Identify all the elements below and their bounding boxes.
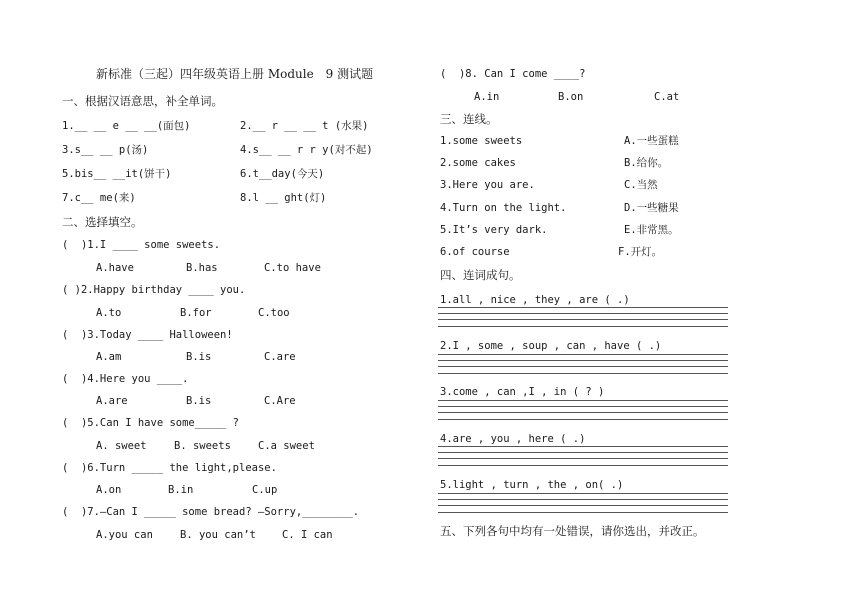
match-left-item: 4.Turn on the light.: [440, 202, 567, 214]
option-a: A.you can: [96, 529, 153, 541]
match-left-item: 6.of course: [440, 246, 510, 258]
section-2-heading: 二、选择填空。: [62, 215, 143, 229]
word-item: 2.__ r __ __ t (水果): [240, 120, 369, 132]
writing-line: [438, 493, 728, 494]
option-a: A.in: [474, 91, 500, 103]
question: ( )3.Today ____ Halloween!: [62, 329, 233, 341]
option-c: C.to have: [264, 262, 321, 274]
writing-line: [438, 319, 728, 320]
question: ( )1.I ____ some sweets.: [62, 239, 221, 251]
option-c: C.a sweet: [258, 440, 315, 452]
sentence-prompt: 1.all , nice , they , are ( .): [440, 294, 630, 306]
option-b: B.is: [186, 395, 212, 407]
writing-line: [438, 406, 728, 407]
question: ( )8. Can I come ____?: [440, 68, 586, 80]
match-right-item: F.开灯。: [618, 246, 663, 258]
word-item: 7.c__ me(来): [62, 192, 136, 204]
option-a: A.am: [96, 351, 122, 363]
writing-line: [438, 512, 728, 513]
writing-line: [438, 366, 728, 367]
option-a: A.on: [96, 484, 122, 496]
writing-line: [438, 412, 728, 413]
writing-line: [438, 499, 728, 500]
match-right-item: B.给你。: [624, 157, 669, 169]
match-left-item: 2.some cakes: [440, 157, 516, 169]
writing-line: [438, 307, 728, 308]
match-right-item: D.一些糖果: [624, 202, 679, 214]
match-left-item: 3.Here you are.: [440, 179, 535, 191]
match-right-item: C.当然: [624, 179, 658, 191]
writing-line: [438, 313, 728, 314]
option-a: A.have: [96, 262, 134, 274]
writing-line: [438, 505, 728, 506]
writing-line: [438, 400, 728, 401]
question: ( )7.—Can I _____ some bread? —Sorry,________.: [62, 506, 360, 518]
question: ( )2.Happy birthday ____ you.: [62, 284, 246, 296]
sentence-prompt: 5.light , turn , the , on( .): [440, 479, 624, 491]
question: ( )4.Here you ____.: [62, 373, 189, 385]
writing-line: [438, 360, 728, 361]
section-4-heading: 四、连词成句。: [440, 268, 521, 282]
option-c: C. I can: [282, 529, 333, 541]
option-b: B.for: [180, 307, 212, 319]
word-item: 1.__ __ e __ __(面包): [62, 120, 191, 132]
match-left-item: 5.It’s very dark.: [440, 224, 548, 236]
writing-line: [438, 452, 728, 453]
word-item: 4.s__ __ r r y(对不起): [240, 144, 373, 156]
option-b: B. sweets: [174, 440, 231, 452]
writing-line: [438, 373, 728, 374]
option-c: C.Are: [264, 395, 296, 407]
section-3-heading: 三、连线。: [440, 112, 498, 126]
option-b: B.has: [186, 262, 218, 274]
option-b: B.in: [168, 484, 194, 496]
word-item: 5.bis__ __it(饼干): [62, 168, 172, 180]
writing-line: [438, 458, 728, 459]
word-item: 6.t__day(今天): [240, 168, 325, 180]
match-right-item: A.一些蛋糕: [624, 135, 679, 147]
option-a: A.to: [96, 307, 122, 319]
option-a: A. sweet: [96, 440, 147, 452]
option-c: C.up: [252, 484, 278, 496]
question: ( )5.Can I have some_____ ?: [62, 417, 240, 429]
option-b: B. you can’t: [180, 529, 256, 541]
option-b: B.is: [186, 351, 212, 363]
option-a: A.are: [96, 395, 128, 407]
writing-line: [438, 354, 728, 355]
writing-line: [438, 326, 728, 327]
option-b: B.on: [558, 91, 584, 103]
page-title: 新标准（三起）四年级英语上册 Module 9 测试题: [96, 67, 374, 81]
match-left-item: 1.some sweets: [440, 135, 523, 147]
option-c: C.at: [654, 91, 680, 103]
writing-line: [438, 465, 728, 466]
question: ( )6.Turn _____ the light,please.: [62, 462, 277, 474]
sentence-prompt: 2.I , some , soup , can , have ( .): [440, 340, 662, 352]
writing-line: [438, 419, 728, 420]
word-item: 8.l __ ght(灯): [240, 192, 327, 204]
word-item: 3.s__ __ p(汤): [62, 144, 149, 156]
writing-line: [438, 446, 728, 447]
sentence-prompt: 4.are , you , here ( .): [440, 433, 586, 445]
option-c: C.are: [264, 351, 296, 363]
section-5-heading: 五、下列各句中均有一处错误，请你选出，并改正。: [440, 524, 705, 538]
section-1-heading: 一、根据汉语意思，补全单词。: [62, 94, 223, 108]
option-c: C.too: [258, 307, 290, 319]
match-right-item: E.非常黑。: [624, 224, 679, 236]
sentence-prompt: 3.come , can ,I , in ( ? ): [440, 386, 605, 398]
